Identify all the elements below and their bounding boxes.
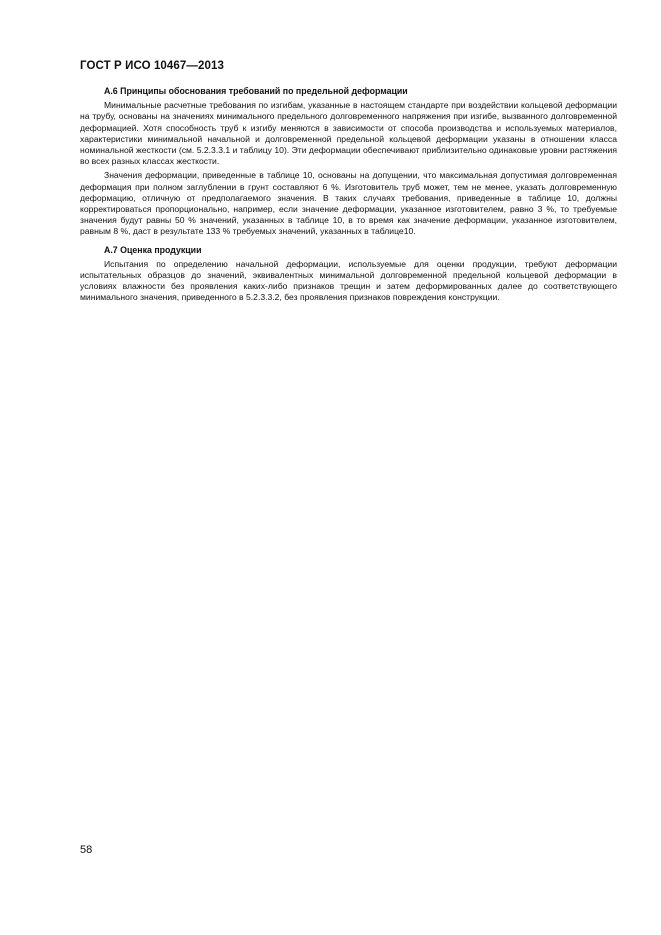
paragraph: Испытания по определению начальной деформации, используемые для оценки продукции, требуют деформации испытательных образцов до значений, эквивалентных минимальной долговременной предельной кольцевой деформации в условиях влажности без проявления каких-либо признаков трещин и затем деформированных далее до соответствующего минимального значения, приведенного в 5.2.3.3.2, без проявления признаков повреждения конструкции. [80,258,617,303]
document-header: ГОСТ Р ИСО 10467—2013 [80,60,225,72]
section-a7 [80,245,617,304]
section-title: А.7 Оценка продукции [104,244,202,255]
page-number: 58 [80,844,93,856]
paragraph: Значения деформации, приведенные в таблице 10, основаны на допущении, что максимальная допустимая долговременная деформация при полном заглублении в грунт составляют 6 %. Изготовитель труб может, тем не менее, указать долговременную деформацию, отличную от предполагаемого значения. В таких случаях требования, приведенные в таблице 10, должны корректироваться пропорционально, например, если значение деформации, указанное изготовителем, равно 3 %, то требуемые значения будут равны 50 % значений, указанных в таблице 10, в то время как значение деформации, указанное изготовителем, равным 8 %, даст в результате 133 % требуемых значений, указанных в таблице10. [80,170,617,237]
section-a6 [80,86,617,238]
paragraph: Минимальные расчетные требования по изгибам, указанные в настоящем стандарте при воздействии кольцевой деформации на трубу, основаны на значениях минимального предельного долговременного напряжения при изгибе, вызванного долговременной деформацией. Хотя способность труб к изгибу меняются в зависимости от способа производства и используемых материалов, характеристики минимальной начальной и долговременной предельной кольцевой деформации указаны в отношении класса номинальной жесткости (см. 5.2.3.3.1 и таблицу 10). Эти деформации обеспечивают приблизительно одинаковые уровни растяжения во всех разных классах жесткости. [80,100,617,167]
document-body [80,86,617,307]
section-title: А.6 Принципы обоснования требований по предельной деформации [104,86,408,96]
